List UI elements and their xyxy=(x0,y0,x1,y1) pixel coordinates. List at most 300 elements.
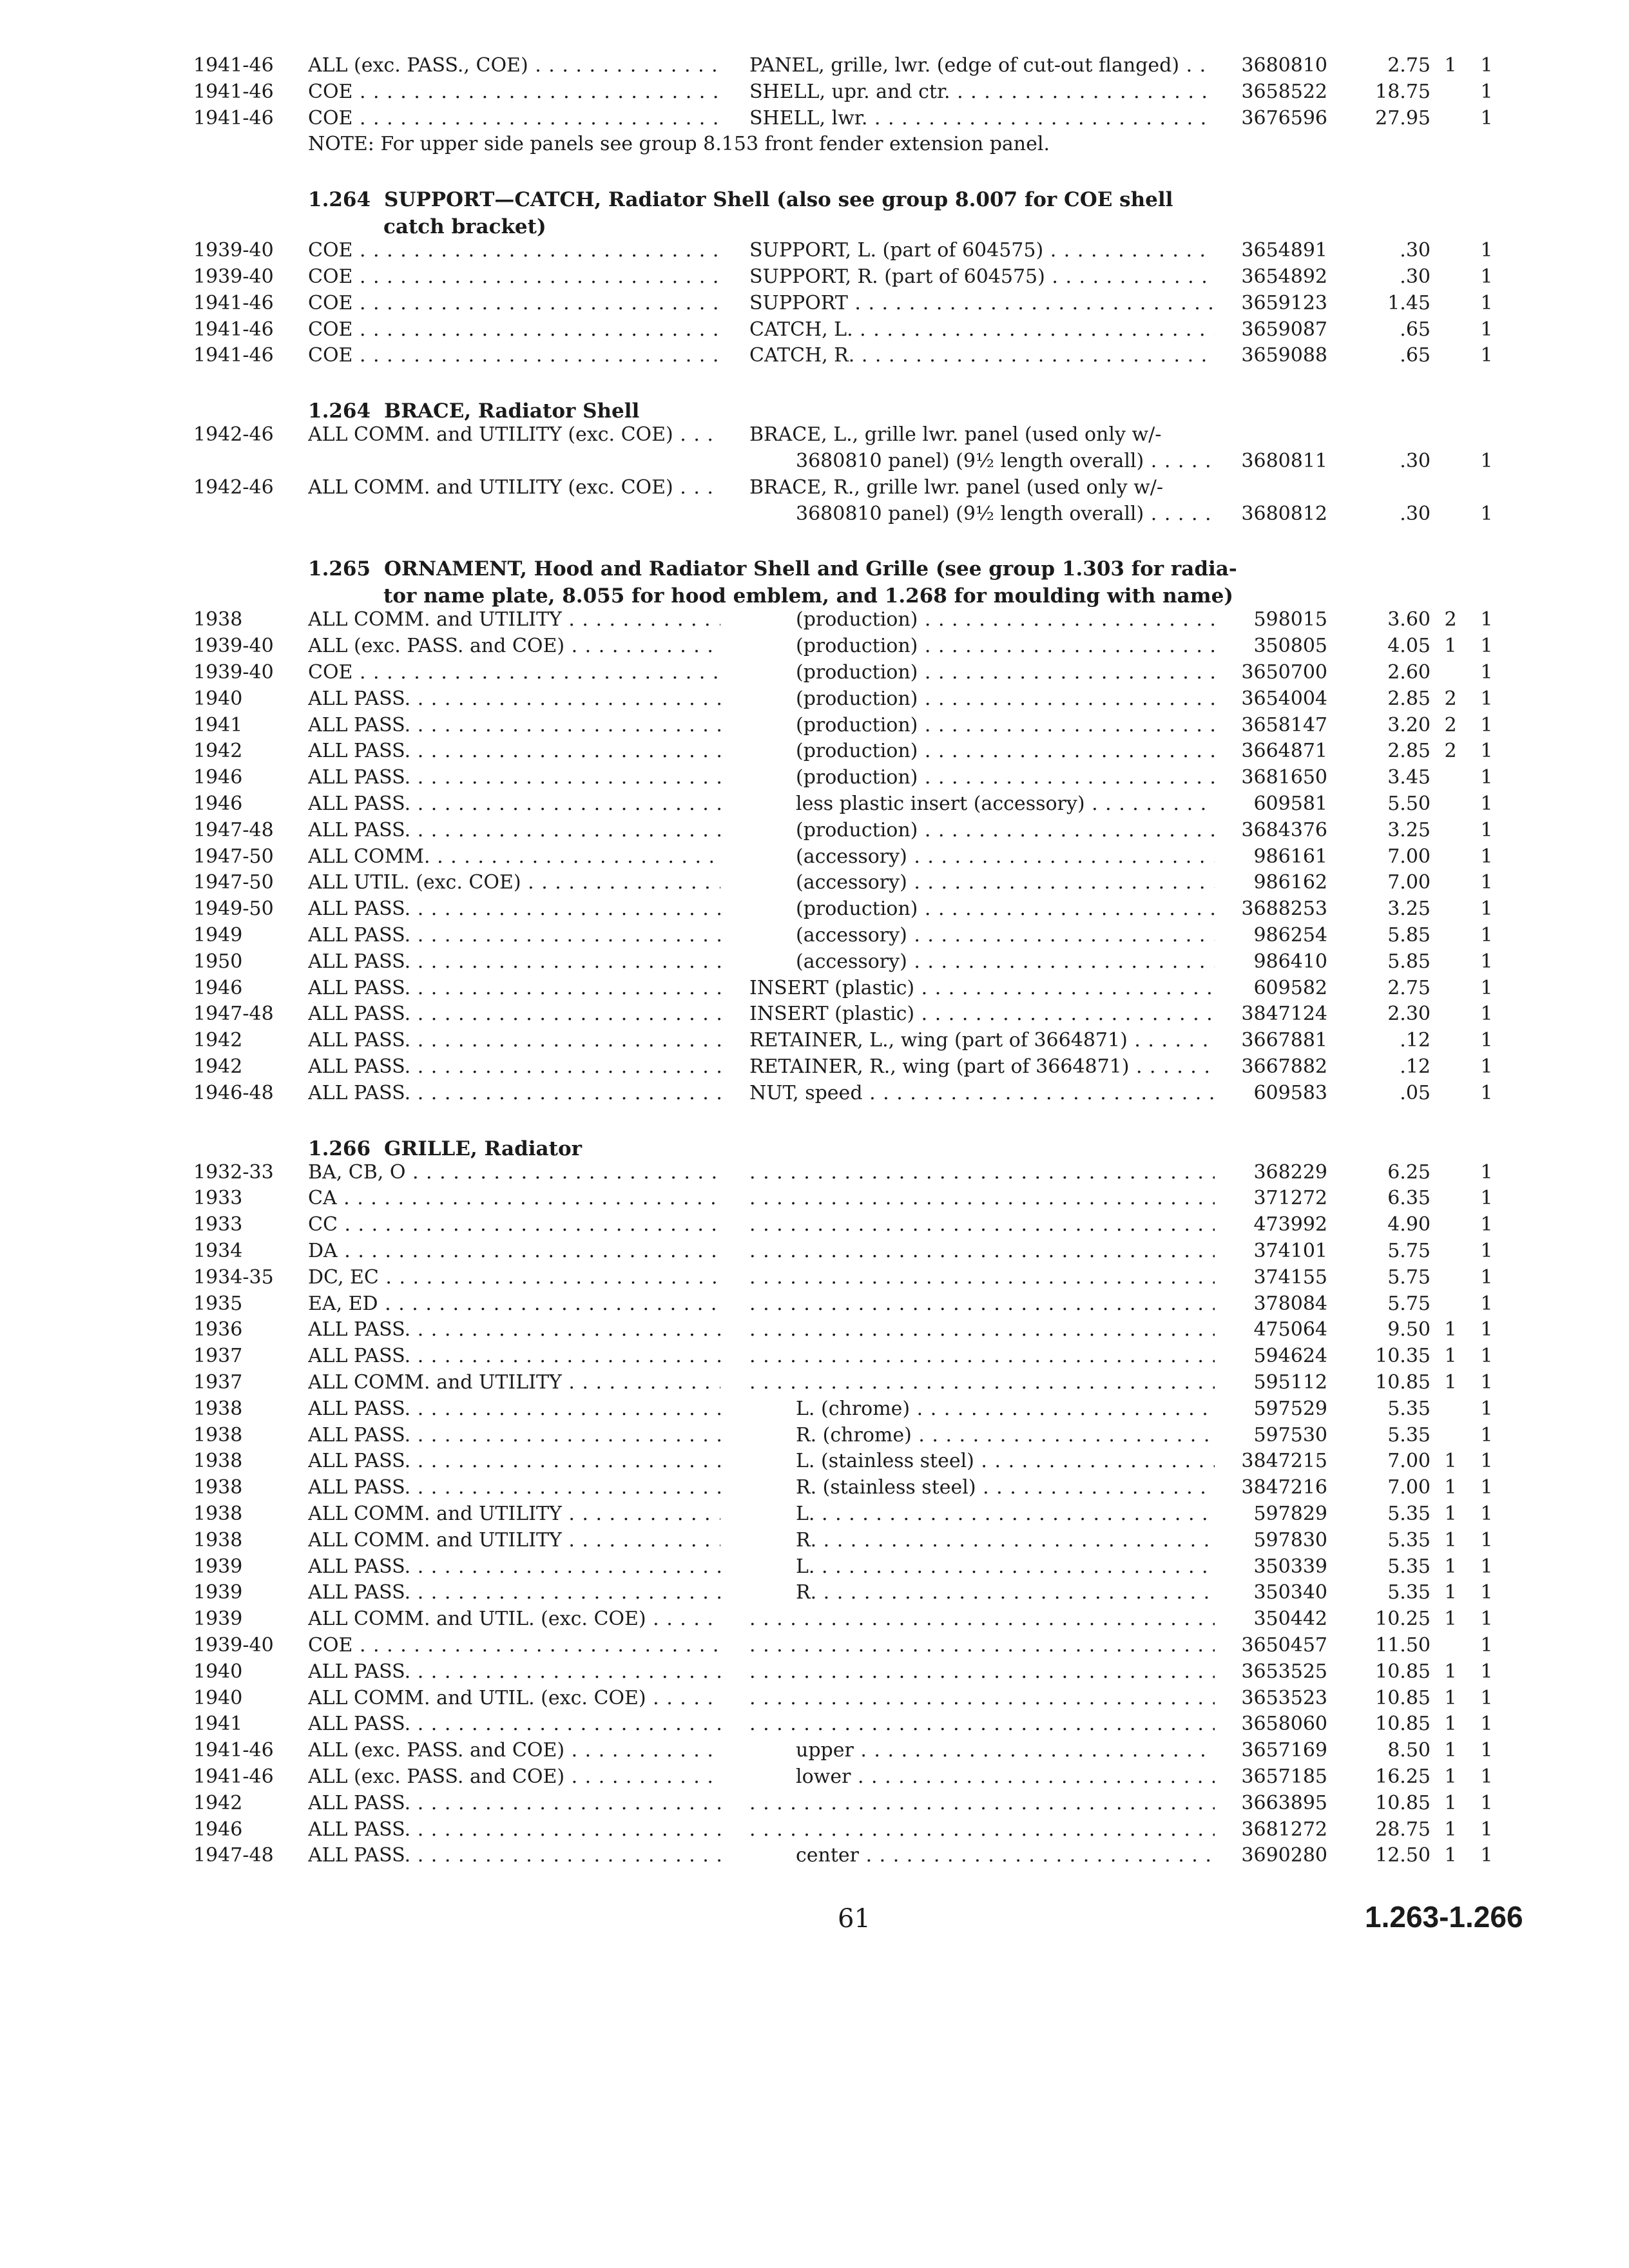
qty-1-cell: 2 xyxy=(1444,713,1457,736)
year-cell: 1934 xyxy=(193,1240,243,1262)
price-cell: 10.35 xyxy=(1375,1345,1431,1368)
year-cell: 1939-40 xyxy=(193,1634,274,1657)
qty-1-cell: 1 xyxy=(1444,1450,1457,1473)
year-cell: 1938 xyxy=(193,1503,243,1525)
year-cell: 1941-46 xyxy=(193,80,274,103)
year-cell: 1942-46 xyxy=(193,423,274,447)
part-row xyxy=(0,1606,1629,1633)
year-cell: 1937 xyxy=(193,1371,243,1394)
model-cell: DA . . . xyxy=(308,1238,720,1264)
part-number-cell: 986254 xyxy=(1253,924,1327,947)
qty-2-cell: 1 xyxy=(1480,1345,1493,1368)
qty-2-cell: 1 xyxy=(1480,818,1493,841)
group-title-continued: catch bracket) xyxy=(383,215,546,239)
model-cell: COE . . . xyxy=(308,1633,720,1658)
year-cell: 1940 xyxy=(193,1660,243,1683)
price-cell: 27.95 xyxy=(1375,106,1431,130)
price-cell: 2.60 xyxy=(1387,661,1431,684)
part-row xyxy=(0,501,1629,528)
price-cell: 10.85 xyxy=(1375,1686,1431,1709)
price-cell: 5.35 xyxy=(1387,1581,1431,1604)
part-number-cell: 3684376 xyxy=(1241,818,1327,841)
model-cell: COE . . . xyxy=(308,264,720,290)
model-cell: ALL PASS. . . . xyxy=(308,686,720,712)
year-cell: 1942 xyxy=(193,1055,243,1078)
part-row xyxy=(0,1343,1629,1370)
model-cell: ALL PASS. . . . xyxy=(308,1817,720,1843)
year-cell: 1939-40 xyxy=(193,239,274,262)
year-cell: 1941-46 xyxy=(193,54,274,77)
price-cell: .30 xyxy=(1400,265,1431,288)
part-number-cell: 3681272 xyxy=(1241,1818,1327,1841)
qty-1-cell: 1 xyxy=(1444,1555,1457,1578)
group-number: 1.264 xyxy=(308,399,371,423)
price-cell: 4.90 xyxy=(1387,1213,1431,1236)
part-number-cell: 3667881 xyxy=(1241,1029,1327,1052)
description-cell: BRACE, R., grille lwr. panel (used only w/- xyxy=(749,476,1164,499)
price-cell: 7.00 xyxy=(1387,845,1431,868)
group-heading xyxy=(308,186,1173,213)
part-number-cell: 3680810 xyxy=(1241,54,1327,77)
qty-1-cell: 1 xyxy=(1444,1476,1457,1499)
group-range: 1.263-1.266 xyxy=(1365,1900,1523,1934)
description-cell: (accessory) . . . xyxy=(796,844,1215,870)
price-cell: 12.50 xyxy=(1375,1844,1431,1867)
price-cell: 5.75 xyxy=(1387,1240,1431,1262)
year-cell: 1942 xyxy=(193,740,243,763)
part-row xyxy=(0,1001,1629,1028)
part-row xyxy=(0,1475,1629,1502)
qty-2-cell: 1 xyxy=(1480,793,1493,815)
description-cell: SUPPORT . . . xyxy=(749,291,1215,316)
price-cell: .12 xyxy=(1400,1055,1431,1078)
qty-1-cell: 1 xyxy=(1444,1818,1457,1841)
group-title: ORNAMENT, Hood and Radiator Shell and Grille (see group 1.303 for radia- xyxy=(384,557,1237,581)
price-cell: 4.05 xyxy=(1387,635,1431,658)
description-cell: L. (chrome) . . . xyxy=(796,1396,1215,1422)
part-number-cell: 597829 xyxy=(1253,1503,1327,1525)
year-cell: 1947-50 xyxy=(193,845,274,868)
qty-2-cell: 1 xyxy=(1480,1055,1493,1078)
price-cell: 11.50 xyxy=(1375,1634,1431,1657)
description-cell xyxy=(749,1711,1215,1737)
model-cell: ALL PASS. . . . xyxy=(308,1843,720,1869)
part-number-cell: 609583 xyxy=(1253,1081,1327,1104)
model-cell: ALL PASS. . . . xyxy=(308,1448,720,1474)
model-cell: ALL PASS. . . . xyxy=(308,1028,720,1053)
price-cell: 5.85 xyxy=(1387,950,1431,973)
qty-2-cell: 1 xyxy=(1480,1003,1493,1026)
part-number-cell: 986162 xyxy=(1253,871,1327,894)
model-cell: ALL PASS. . . . xyxy=(308,975,720,1001)
qty-2-cell: 1 xyxy=(1480,1608,1493,1631)
qty-2-cell: 1 xyxy=(1480,502,1493,525)
model-cell: ALL COMM. and UTILITY . . . xyxy=(308,1501,720,1527)
year-cell: 1940 xyxy=(193,687,243,710)
part-row xyxy=(0,660,1629,687)
part-number-cell: 350340 xyxy=(1253,1581,1327,1604)
year-cell: 1949-50 xyxy=(193,898,274,921)
year-cell: 1939 xyxy=(193,1608,243,1631)
model-cell: ALL (exc. PASS., COE) . . . xyxy=(308,53,720,79)
part-row xyxy=(0,1265,1629,1292)
description-cell: RETAINER, R., wing (part of 3664871) . . . xyxy=(749,1054,1215,1080)
qty-1-cell: 2 xyxy=(1444,740,1457,763)
description-cell xyxy=(749,1686,1215,1711)
year-cell: 1939-40 xyxy=(193,265,274,288)
model-cell: BA, CB, O . . . xyxy=(308,1160,720,1186)
description-cell: upper . . . xyxy=(796,1738,1215,1763)
qty-1-cell: 1 xyxy=(1444,1581,1457,1604)
description-cell: L. . . . xyxy=(796,1501,1215,1527)
part-row xyxy=(0,1423,1629,1450)
price-cell: 10.85 xyxy=(1375,1791,1431,1814)
part-row xyxy=(0,1711,1629,1738)
group-heading xyxy=(308,398,639,425)
description-cell: SUPPORT, L. (part of 604575) . . . xyxy=(749,238,1215,264)
qty-2-cell: 1 xyxy=(1480,1634,1493,1657)
model-cell: COE . . . xyxy=(308,317,720,343)
part-number-cell: 3654004 xyxy=(1241,687,1327,710)
part-number-cell: 986161 xyxy=(1253,845,1327,868)
page-number: 61 xyxy=(838,1904,871,1934)
part-number-cell: 374101 xyxy=(1253,1240,1327,1262)
year-cell: 1938 xyxy=(193,1476,243,1499)
part-number-cell: 3650457 xyxy=(1241,1634,1327,1657)
part-row xyxy=(0,1554,1629,1581)
year-cell: 1950 xyxy=(193,950,243,973)
qty-2-cell: 1 xyxy=(1480,1029,1493,1052)
part-row xyxy=(0,1659,1629,1686)
description-cell: SHELL, lwr. . . . xyxy=(749,106,1215,131)
year-cell: 1934-35 xyxy=(193,1265,274,1289)
model-cell: ALL PASS. . . . xyxy=(308,1791,720,1816)
description-cell xyxy=(749,1160,1215,1186)
year-cell: 1938 xyxy=(193,1423,243,1446)
part-row xyxy=(0,633,1629,660)
price-cell: 10.85 xyxy=(1375,1713,1431,1736)
qty-2-cell: 1 xyxy=(1480,687,1493,710)
note-text: NOTE: For upper side panels see group 8.153 front fender extension panel. xyxy=(308,133,1050,156)
description-cell: (production) . . . xyxy=(796,633,1215,659)
price-cell: 5.75 xyxy=(1387,1265,1431,1289)
part-number-cell: 3654891 xyxy=(1241,239,1327,262)
qty-2-cell: 1 xyxy=(1480,1765,1493,1788)
part-number-cell: 350339 xyxy=(1253,1555,1327,1578)
qty-2-cell: 1 xyxy=(1480,1450,1493,1473)
model-cell: DC, EC . . . xyxy=(308,1265,720,1291)
part-row xyxy=(0,53,1629,80)
qty-2-cell: 1 xyxy=(1480,871,1493,894)
price-cell: 3.20 xyxy=(1387,713,1431,736)
part-number-cell: 350805 xyxy=(1253,635,1327,658)
qty-2-cell: 1 xyxy=(1480,265,1493,288)
qty-1-cell: 1 xyxy=(1444,1791,1457,1814)
model-cell: ALL PASS. . . . xyxy=(308,713,720,738)
part-row xyxy=(0,1764,1629,1791)
description-cell: SUPPORT, R. (part of 604575) . . . xyxy=(749,264,1215,290)
description-cell xyxy=(749,1291,1215,1317)
part-row xyxy=(0,1028,1629,1055)
qty-2-cell: 1 xyxy=(1480,608,1493,631)
price-cell: 1.45 xyxy=(1387,291,1431,314)
model-cell: ALL PASS. . . . xyxy=(308,1554,720,1580)
qty-2-cell: 1 xyxy=(1480,635,1493,658)
price-cell: 7.00 xyxy=(1387,1476,1431,1499)
qty-1-cell: 1 xyxy=(1444,1371,1457,1394)
part-row xyxy=(0,1370,1629,1397)
model-cell: CC . . . xyxy=(308,1212,720,1238)
qty-1-cell: 1 xyxy=(1444,1503,1457,1525)
year-cell: 1942 xyxy=(193,1029,243,1052)
part-row xyxy=(0,291,1629,318)
model-cell: ALL PASS. . . . xyxy=(308,818,720,843)
description-cell: (accessory) . . . xyxy=(796,870,1215,896)
price-cell: .30 xyxy=(1400,502,1431,525)
price-cell: 7.00 xyxy=(1387,871,1431,894)
price-cell: 18.75 xyxy=(1375,80,1431,103)
model-cell: ALL PASS. . . . xyxy=(308,1343,720,1369)
year-cell: 1940 xyxy=(193,1686,243,1709)
model-cell: ALL (exc. PASS. and COE) . . . xyxy=(308,1738,720,1763)
qty-2-cell: 1 xyxy=(1480,106,1493,130)
part-row xyxy=(0,713,1629,740)
description-cell xyxy=(749,1606,1215,1632)
part-number-cell: 3659087 xyxy=(1241,318,1327,341)
model-cell: ALL PASS. . . . xyxy=(308,1475,720,1501)
part-number-cell: 3653523 xyxy=(1241,1686,1327,1709)
qty-1-cell: 1 xyxy=(1444,1739,1457,1762)
qty-2-cell: 1 xyxy=(1480,318,1493,341)
qty-2-cell: 1 xyxy=(1480,1739,1493,1762)
description-cell xyxy=(749,1817,1215,1843)
description-cell: 3680810 panel) (9½ length overall) . . . xyxy=(796,448,1215,474)
description-cell xyxy=(749,1659,1215,1685)
part-number-cell: 3847215 xyxy=(1241,1450,1327,1473)
description-cell xyxy=(749,1633,1215,1658)
part-number-cell: 609581 xyxy=(1253,793,1327,815)
part-row xyxy=(0,1843,1629,1870)
price-cell: 5.35 xyxy=(1387,1528,1431,1552)
model-cell: ALL COMM. and UTIL. (exc. COE) . . . xyxy=(308,1686,720,1711)
qty-1-cell: 1 xyxy=(1444,1318,1457,1341)
description-cell: R. . . . xyxy=(796,1580,1215,1606)
part-number-cell: 3690280 xyxy=(1241,1844,1327,1867)
qty-2-cell: 1 xyxy=(1480,291,1493,314)
part-row xyxy=(0,1528,1629,1555)
qty-2-cell: 1 xyxy=(1480,924,1493,947)
part-row xyxy=(0,1686,1629,1713)
qty-2-cell: 1 xyxy=(1480,1818,1493,1841)
price-cell: .65 xyxy=(1400,344,1431,367)
description-cell: (production) . . . xyxy=(796,713,1215,738)
qty-2-cell: 1 xyxy=(1480,1686,1493,1709)
part-row xyxy=(0,923,1629,950)
part-number-cell: 597529 xyxy=(1253,1397,1327,1420)
description-cell: L. (stainless steel) . . . xyxy=(796,1448,1215,1474)
part-row xyxy=(0,475,1629,502)
model-cell: COE . . . xyxy=(308,106,720,131)
price-cell: 5.50 xyxy=(1387,793,1431,815)
price-cell: 28.75 xyxy=(1375,1818,1431,1841)
qty-2-cell: 1 xyxy=(1480,80,1493,103)
part-number-cell: 3658060 xyxy=(1241,1713,1327,1736)
model-cell: EA, ED . . . xyxy=(308,1291,720,1317)
price-cell: .65 xyxy=(1400,318,1431,341)
model-cell: ALL PASS. . . . xyxy=(308,1317,720,1343)
year-cell: 1942 xyxy=(193,1791,243,1814)
part-row xyxy=(0,818,1629,845)
model-cell: COE . . . xyxy=(308,343,720,369)
year-cell: 1938 xyxy=(193,1528,243,1552)
part-row xyxy=(0,1081,1629,1108)
qty-2-cell: 1 xyxy=(1480,1503,1493,1525)
year-cell: 1946 xyxy=(193,976,243,999)
part-row xyxy=(0,1291,1629,1318)
year-cell: 1941-46 xyxy=(193,1765,274,1788)
part-number-cell: 3688253 xyxy=(1241,898,1327,921)
price-cell: 5.35 xyxy=(1387,1423,1431,1446)
model-cell: ALL COMM. and UTIL. (exc. COE) . . . xyxy=(308,1606,720,1632)
part-row xyxy=(0,686,1629,713)
part-number-cell: 3657169 xyxy=(1241,1739,1327,1762)
year-cell: 1937 xyxy=(193,1345,243,1368)
qty-2-cell: 1 xyxy=(1480,898,1493,921)
part-number-cell: 3654892 xyxy=(1241,265,1327,288)
part-row xyxy=(0,1580,1629,1607)
qty-2-cell: 1 xyxy=(1480,1397,1493,1420)
part-number-cell: 368229 xyxy=(1253,1160,1327,1184)
year-cell: 1946-48 xyxy=(193,1081,274,1104)
model-cell: ALL COMM. and UTILITY . . . xyxy=(308,1370,720,1396)
part-row xyxy=(0,949,1629,976)
part-row xyxy=(0,264,1629,291)
part-row xyxy=(0,106,1629,133)
qty-1-cell: 1 xyxy=(1444,1765,1457,1788)
model-cell: ALL PASS. . . . xyxy=(308,923,720,948)
part-number-cell: 3676596 xyxy=(1241,106,1327,130)
part-row xyxy=(0,975,1629,1003)
year-cell: 1941-46 xyxy=(193,106,274,130)
qty-1-cell: 1 xyxy=(1444,54,1457,77)
group-heading xyxy=(308,1135,582,1162)
part-row xyxy=(0,1817,1629,1844)
description-cell: (production) . . . xyxy=(796,607,1215,633)
qty-2-cell: 1 xyxy=(1480,1187,1493,1210)
group-number: 1.264 xyxy=(308,188,371,212)
part-row xyxy=(0,448,1629,476)
qty-2-cell: 1 xyxy=(1480,713,1493,736)
year-cell: 1932-33 xyxy=(193,1160,274,1184)
part-row xyxy=(0,870,1629,897)
year-cell: 1933 xyxy=(193,1187,243,1210)
description-cell: (production) . . . xyxy=(796,738,1215,764)
group-title: GRILLE, Radiator xyxy=(384,1137,582,1160)
year-cell: 1946 xyxy=(193,793,243,815)
part-row xyxy=(0,317,1629,344)
qty-2-cell: 1 xyxy=(1480,661,1493,684)
part-number-cell: 3650700 xyxy=(1241,661,1327,684)
year-cell: 1941 xyxy=(193,713,243,736)
part-number-cell: 371272 xyxy=(1253,1187,1327,1210)
part-row xyxy=(0,238,1629,265)
part-number-cell: 475064 xyxy=(1253,1318,1327,1341)
part-number-cell: 473992 xyxy=(1253,1213,1327,1236)
description-cell: (production) . . . xyxy=(796,660,1215,686)
description-cell: SHELL, upr. and ctr. . . . xyxy=(749,79,1215,105)
qty-2-cell: 1 xyxy=(1480,1660,1493,1683)
price-cell: 5.75 xyxy=(1387,1292,1431,1315)
price-cell: 6.35 xyxy=(1387,1187,1431,1210)
part-row xyxy=(0,738,1629,765)
model-cell: ALL PASS. . . . xyxy=(308,949,720,975)
model-cell: ALL PASS. . . . xyxy=(308,791,720,817)
price-cell: 7.00 xyxy=(1387,1450,1431,1473)
price-cell: 5.35 xyxy=(1387,1397,1431,1420)
part-row xyxy=(0,1448,1629,1475)
description-cell: INSERT (plastic) . . . xyxy=(749,975,1215,1001)
qty-2-cell: 1 xyxy=(1480,1371,1493,1394)
model-cell: COE . . . xyxy=(308,660,720,686)
group-title: SUPPORT—CATCH, Radiator Shell (also see group 8.007 for COE shell xyxy=(384,188,1173,212)
model-cell: ALL COMM. and UTILITY (exc. COE) . . . xyxy=(308,422,720,448)
model-cell: COE . . . xyxy=(308,79,720,105)
part-number-cell: 374155 xyxy=(1253,1265,1327,1289)
model-cell: ALL COMM. and UTILITY . . . xyxy=(308,1528,720,1553)
part-number-cell: 3663895 xyxy=(1241,1791,1327,1814)
year-cell: 1941-46 xyxy=(193,1739,274,1762)
part-row xyxy=(0,422,1629,449)
description-cell xyxy=(749,1370,1215,1396)
year-cell: 1938 xyxy=(193,1397,243,1420)
qty-2-cell: 1 xyxy=(1480,1476,1493,1499)
qty-1-cell: 2 xyxy=(1444,608,1457,631)
year-cell: 1938 xyxy=(193,608,243,631)
description-cell: (production) . . . xyxy=(796,686,1215,712)
description-cell: center . . . xyxy=(796,1843,1215,1869)
qty-2-cell: 1 xyxy=(1480,950,1493,973)
qty-2-cell: 1 xyxy=(1480,1160,1493,1184)
qty-1-cell: 2 xyxy=(1444,687,1457,710)
qty-2-cell: 1 xyxy=(1480,1265,1493,1289)
part-number-cell: 595112 xyxy=(1253,1371,1327,1394)
year-cell: 1941-46 xyxy=(193,344,274,367)
qty-2-cell: 1 xyxy=(1480,976,1493,999)
part-number-cell: 3667882 xyxy=(1241,1055,1327,1078)
part-number-cell: 3680812 xyxy=(1241,502,1327,525)
qty-2-cell: 1 xyxy=(1480,1318,1493,1341)
model-cell: ALL COMM. . . . xyxy=(308,844,720,870)
description-cell: (production) . . . xyxy=(796,765,1215,791)
model-cell: ALL UTIL. (exc. COE) . . . xyxy=(308,870,720,896)
description-cell: L. . . . xyxy=(796,1554,1215,1580)
group-number: 1.266 xyxy=(308,1137,371,1160)
part-number-cell: 3657185 xyxy=(1241,1765,1327,1788)
price-cell: 6.25 xyxy=(1387,1160,1431,1184)
qty-2-cell: 1 xyxy=(1480,1292,1493,1315)
part-number-cell: 609582 xyxy=(1253,976,1327,999)
part-row xyxy=(0,1317,1629,1344)
model-cell: COE . . . xyxy=(308,238,720,264)
year-cell: 1946 xyxy=(193,1818,243,1841)
part-row xyxy=(0,1501,1629,1528)
description-cell xyxy=(749,1212,1215,1238)
description-cell: PANEL, grille, lwr. (edge of cut-out flanged) . . . xyxy=(749,53,1215,79)
price-cell: 3.45 xyxy=(1387,766,1431,789)
description-cell xyxy=(749,1791,1215,1816)
part-number-cell: 378084 xyxy=(1253,1292,1327,1315)
part-number-cell: 350442 xyxy=(1253,1608,1327,1631)
